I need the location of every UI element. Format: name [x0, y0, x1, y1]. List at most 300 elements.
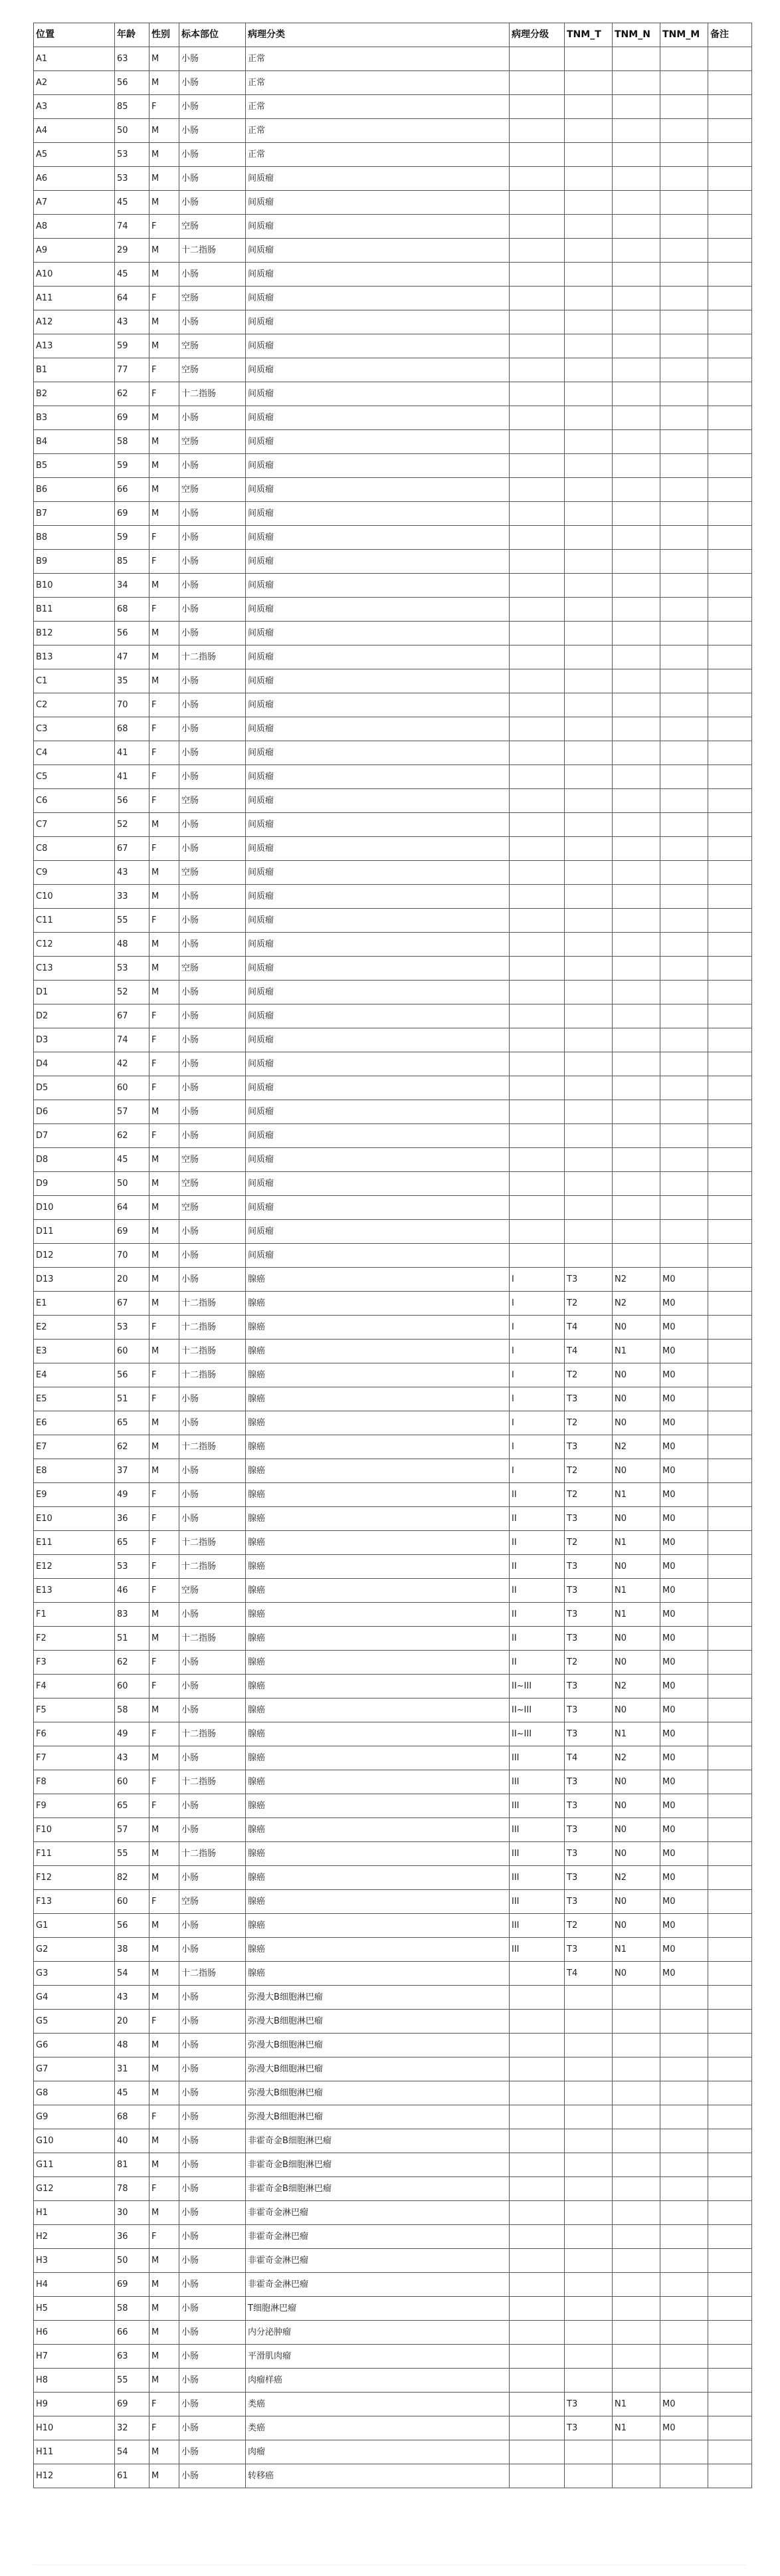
pathology-type-cell: 间质瘤: [246, 526, 510, 550]
remarks-cell: [708, 2225, 752, 2249]
location-cell: D11: [34, 1220, 115, 1244]
location-cell: C9: [34, 861, 115, 885]
pathology-grade-cell: [510, 2153, 565, 2177]
sex-cell: M: [149, 1148, 179, 1172]
tnm-n-cell: [613, 310, 660, 334]
tnm-n-cell: [613, 143, 660, 167]
tnm-m-cell: [660, 1076, 708, 1100]
specimen-site-cell: 小肠: [179, 1028, 246, 1052]
tnm-t-cell: [565, 2440, 613, 2464]
tnm-n-cell: [613, 287, 660, 310]
sex-cell: M: [149, 191, 179, 215]
header-row: [34, 23, 752, 47]
sex-cell: F: [149, 1579, 179, 1603]
table-row: [34, 1268, 752, 1292]
remarks-cell: [708, 119, 752, 143]
location-cell: G6: [34, 2034, 115, 2057]
table-row: [34, 1770, 752, 1794]
sex-cell: F: [149, 1555, 179, 1579]
tnm-m-cell: [660, 1124, 708, 1148]
tnm-n-cell: N1: [613, 1483, 660, 1507]
specimen-site-cell: 小肠: [179, 598, 246, 622]
sex-cell: F: [149, 1531, 179, 1555]
age-cell: 33: [115, 885, 149, 909]
tnm-t-cell: [565, 1076, 613, 1100]
age-cell: 59: [115, 526, 149, 550]
tnm-n-cell: [613, 1148, 660, 1172]
tnm-t-cell: [565, 2153, 613, 2177]
pathology-grade-cell: I: [510, 1268, 565, 1292]
sex-cell: M: [149, 2129, 179, 2153]
pathology-type-cell: 间质瘤: [246, 263, 510, 287]
remarks-cell: [708, 2321, 752, 2345]
location-cell: G8: [34, 2081, 115, 2105]
location-cell: F6: [34, 1722, 115, 1746]
sex-cell: M: [149, 2081, 179, 2105]
table-row: [34, 1794, 752, 1818]
tnm-t-cell: [565, 741, 613, 765]
pathology-grade-cell: II: [510, 1627, 565, 1651]
tnm-t-cell: [565, 2129, 613, 2153]
age-cell: 50: [115, 1172, 149, 1196]
sex-cell: M: [149, 119, 179, 143]
table-row: [34, 47, 752, 71]
sex-cell: M: [149, 2321, 179, 2345]
column-header-sex: 性别: [149, 23, 179, 47]
pathology-type-cell: 腺癌: [246, 1627, 510, 1651]
tnm-m-cell: [660, 2034, 708, 2057]
sex-cell: M: [149, 574, 179, 598]
tnm-n-cell: [613, 215, 660, 239]
column-header-tnm-m: TNM_M: [660, 23, 708, 47]
sex-cell: M: [149, 1340, 179, 1363]
sex-cell: M: [149, 622, 179, 645]
remarks-cell: [708, 550, 752, 574]
location-cell: A12: [34, 310, 115, 334]
tnm-m-cell: [660, 933, 708, 957]
location-cell: E4: [34, 1363, 115, 1387]
table-row: [34, 1196, 752, 1220]
location-cell: E7: [34, 1435, 115, 1459]
tnm-n-cell: N0: [613, 1770, 660, 1794]
tnm-t-cell: [565, 2105, 613, 2129]
table-row: [34, 1459, 752, 1483]
tnm-m-cell: M0: [660, 1818, 708, 1842]
pathology-grade-cell: III: [510, 1794, 565, 1818]
specimen-site-cell: 空肠: [179, 957, 246, 981]
sex-cell: M: [149, 263, 179, 287]
age-cell: 59: [115, 454, 149, 478]
tnm-t-cell: T3: [565, 1435, 613, 1459]
pathology-type-cell: 非霍奇金B细胞淋巴瘤: [246, 2129, 510, 2153]
tnm-n-cell: [613, 239, 660, 263]
pathology-type-cell: 间质瘤: [246, 981, 510, 1004]
remarks-cell: [708, 645, 752, 669]
table-row: [34, 2201, 752, 2225]
tnm-t-cell: [565, 239, 613, 263]
pathology-grade-cell: II: [510, 1483, 565, 1507]
remarks-cell: [708, 1004, 752, 1028]
table-row: [34, 1100, 752, 1124]
location-cell: C10: [34, 885, 115, 909]
tnm-t-cell: T3: [565, 1627, 613, 1651]
pathology-grade-cell: [510, 502, 565, 526]
age-cell: 48: [115, 2034, 149, 2057]
column-header-tnm-n: TNM_N: [613, 23, 660, 47]
tnm-n-cell: N1: [613, 1531, 660, 1555]
specimen-site-cell: 小肠: [179, 2129, 246, 2153]
remarks-cell: [708, 1555, 752, 1579]
tnm-t-cell: T3: [565, 1866, 613, 1890]
specimen-site-cell: 小肠: [179, 2034, 246, 2057]
tnm-n-cell: [613, 622, 660, 645]
pathology-grade-cell: [510, 1100, 565, 1124]
remarks-cell: [708, 885, 752, 909]
pathology-type-cell: 正常: [246, 47, 510, 71]
table-row: [34, 1148, 752, 1172]
pathology-type-cell: 间质瘤: [246, 789, 510, 813]
pathology-grade-cell: [510, 645, 565, 669]
table-row: [34, 1938, 752, 1962]
tnm-t-cell: T3: [565, 1603, 613, 1627]
pathology-type-cell: 间质瘤: [246, 358, 510, 382]
tnm-m-cell: [660, 1220, 708, 1244]
location-cell: C1: [34, 669, 115, 693]
table-row: [34, 1842, 752, 1866]
sex-cell: F: [149, 1004, 179, 1028]
age-cell: 66: [115, 2321, 149, 2345]
tnm-n-cell: N0: [613, 1890, 660, 1914]
table-row: [34, 622, 752, 645]
specimen-site-cell: 空肠: [179, 1172, 246, 1196]
location-cell: A1: [34, 47, 115, 71]
tnm-t-cell: T3: [565, 1268, 613, 1292]
location-cell: H8: [34, 2369, 115, 2393]
location-cell: C7: [34, 813, 115, 837]
remarks-cell: [708, 1268, 752, 1292]
remarks-cell: [708, 1603, 752, 1627]
age-cell: 70: [115, 1244, 149, 1268]
pathology-grade-cell: [510, 406, 565, 430]
tnm-m-cell: M0: [660, 1316, 708, 1340]
sex-cell: M: [149, 2297, 179, 2321]
sex-cell: M: [149, 167, 179, 191]
pathology-grade-cell: II~III: [510, 1675, 565, 1698]
column-header-location: 位置: [34, 23, 115, 47]
pathology-type-cell: 腺癌: [246, 1459, 510, 1483]
remarks-cell: [708, 2129, 752, 2153]
tnm-t-cell: [565, 717, 613, 741]
tnm-n-cell: N0: [613, 1411, 660, 1435]
pathology-type-cell: 间质瘤: [246, 430, 510, 454]
table-row: [34, 2464, 752, 2488]
tnm-m-cell: [660, 454, 708, 478]
table-row: [34, 1387, 752, 1411]
table-row: [34, 119, 752, 143]
age-cell: 42: [115, 1052, 149, 1076]
specimen-site-cell: 小肠: [179, 1603, 246, 1627]
tnm-n-cell: N1: [613, 1340, 660, 1363]
tnm-n-cell: N2: [613, 1435, 660, 1459]
pathology-grade-cell: I: [510, 1340, 565, 1363]
pathology-type-cell: 腺癌: [246, 1698, 510, 1722]
age-cell: 54: [115, 2440, 149, 2464]
tnm-t-cell: T3: [565, 1890, 613, 1914]
age-cell: 56: [115, 789, 149, 813]
tnm-m-cell: M0: [660, 2393, 708, 2416]
sex-cell: F: [149, 1387, 179, 1411]
remarks-cell: [708, 2105, 752, 2129]
sex-cell: F: [149, 837, 179, 861]
sex-cell: M: [149, 1746, 179, 1770]
remarks-cell: [708, 1292, 752, 1316]
sex-cell: F: [149, 2393, 179, 2416]
specimen-site-cell: 小肠: [179, 909, 246, 933]
pathology-grade-cell: [510, 909, 565, 933]
location-cell: A7: [34, 191, 115, 215]
tnm-m-cell: M0: [660, 1483, 708, 1507]
tnm-t-cell: [565, 861, 613, 885]
pathology-grade-cell: [510, 2177, 565, 2201]
pathology-grade-cell: [510, 2249, 565, 2273]
pathology-type-cell: 间质瘤: [246, 334, 510, 358]
pathology-type-cell: 腺癌: [246, 1746, 510, 1770]
remarks-cell: [708, 1746, 752, 1770]
tnm-n-cell: [613, 430, 660, 454]
tnm-m-cell: [660, 95, 708, 119]
pathology-grade-cell: [510, 358, 565, 382]
pathology-type-cell: 间质瘤: [246, 478, 510, 502]
tnm-m-cell: [660, 2321, 708, 2345]
sex-cell: M: [149, 1603, 179, 1627]
location-cell: C8: [34, 837, 115, 861]
tnm-m-cell: M0: [660, 1722, 708, 1746]
tnm-t-cell: [565, 933, 613, 957]
pathology-type-cell: 间质瘤: [246, 693, 510, 717]
age-cell: 63: [115, 2345, 149, 2369]
age-cell: 61: [115, 2464, 149, 2488]
sex-cell: M: [149, 669, 179, 693]
tnm-m-cell: [660, 2464, 708, 2488]
sex-cell: F: [149, 789, 179, 813]
age-cell: 68: [115, 598, 149, 622]
age-cell: 85: [115, 95, 149, 119]
sex-cell: M: [149, 2440, 179, 2464]
remarks-cell: [708, 382, 752, 406]
sex-cell: M: [149, 1196, 179, 1220]
pathology-grade-cell: III: [510, 1890, 565, 1914]
age-cell: 68: [115, 2105, 149, 2129]
tnm-m-cell: M0: [660, 1651, 708, 1675]
age-cell: 70: [115, 693, 149, 717]
tnm-m-cell: [660, 167, 708, 191]
specimen-site-cell: 十二指肠: [179, 1316, 246, 1340]
location-cell: E5: [34, 1387, 115, 1411]
age-cell: 43: [115, 1746, 149, 1770]
specimen-site-cell: 小肠: [179, 2177, 246, 2201]
tnm-t-cell: [565, 2034, 613, 2057]
remarks-cell: [708, 837, 752, 861]
tnm-n-cell: [613, 813, 660, 837]
sex-cell: M: [149, 143, 179, 167]
pathology-grade-cell: [510, 669, 565, 693]
tnm-n-cell: N2: [613, 1675, 660, 1698]
tnm-n-cell: N0: [613, 1794, 660, 1818]
specimen-site-cell: 小肠: [179, 1986, 246, 2010]
tnm-t-cell: [565, 2464, 613, 2488]
tnm-m-cell: [660, 430, 708, 454]
pathology-type-cell: 正常: [246, 119, 510, 143]
tnm-n-cell: [613, 1986, 660, 2010]
tnm-t-cell: [565, 2177, 613, 2201]
table-row: [34, 1124, 752, 1148]
age-cell: 51: [115, 1387, 149, 1411]
pathology-type-cell: 腺癌: [246, 1411, 510, 1435]
pathology-grade-cell: III: [510, 1818, 565, 1842]
specimen-site-cell: 空肠: [179, 287, 246, 310]
tnm-m-cell: [660, 2273, 708, 2297]
age-cell: 68: [115, 717, 149, 741]
pathology-type-cell: 间质瘤: [246, 813, 510, 837]
sex-cell: M: [149, 71, 179, 95]
pathology-type-cell: 间质瘤: [246, 669, 510, 693]
specimen-site-cell: 空肠: [179, 430, 246, 454]
location-cell: H3: [34, 2249, 115, 2273]
remarks-cell: [708, 933, 752, 957]
specimen-site-cell: 小肠: [179, 2273, 246, 2297]
tnm-t-cell: [565, 502, 613, 526]
remarks-cell: [708, 1316, 752, 1340]
tnm-m-cell: M0: [660, 1914, 708, 1938]
tnm-m-cell: [660, 1100, 708, 1124]
location-cell: D2: [34, 1004, 115, 1028]
pathology-grade-cell: [510, 789, 565, 813]
remarks-cell: [708, 2273, 752, 2297]
pathology-type-cell: 腺癌: [246, 1794, 510, 1818]
pathology-type-cell: 间质瘤: [246, 861, 510, 885]
tnm-t-cell: [565, 71, 613, 95]
sex-cell: F: [149, 2177, 179, 2201]
age-cell: 45: [115, 263, 149, 287]
tnm-m-cell: [660, 693, 708, 717]
location-cell: H6: [34, 2321, 115, 2345]
tnm-m-cell: [660, 645, 708, 669]
specimen-site-cell: 小肠: [179, 2201, 246, 2225]
tnm-n-cell: [613, 119, 660, 143]
remarks-cell: [708, 1483, 752, 1507]
location-cell: H4: [34, 2273, 115, 2297]
pathology-type-cell: 腺癌: [246, 1435, 510, 1459]
tnm-t-cell: [565, 1052, 613, 1076]
table-row: [34, 1531, 752, 1555]
sex-cell: F: [149, 1794, 179, 1818]
table-row: [34, 1914, 752, 1938]
sex-cell: M: [149, 1100, 179, 1124]
tnm-t-cell: [565, 2201, 613, 2225]
tnm-t-cell: T2: [565, 1292, 613, 1316]
pathology-type-cell: 平滑肌肉瘤: [246, 2345, 510, 2369]
tnm-m-cell: [660, 957, 708, 981]
location-cell: A9: [34, 239, 115, 263]
tnm-m-cell: M0: [660, 1842, 708, 1866]
specimen-site-cell: 小肠: [179, 2297, 246, 2321]
pathology-type-cell: 腺癌: [246, 1722, 510, 1746]
remarks-cell: [708, 2345, 752, 2369]
location-cell: A11: [34, 287, 115, 310]
age-cell: 67: [115, 1004, 149, 1028]
age-cell: 62: [115, 1124, 149, 1148]
tnm-t-cell: [565, 1028, 613, 1052]
pathology-grade-cell: I: [510, 1435, 565, 1459]
specimen-site-cell: 小肠: [179, 1914, 246, 1938]
tnm-m-cell: M0: [660, 1962, 708, 1986]
tnm-n-cell: [613, 741, 660, 765]
tnm-m-cell: [660, 2345, 708, 2369]
table-row: [34, 2225, 752, 2249]
pathology-grade-cell: [510, 215, 565, 239]
remarks-cell: [708, 957, 752, 981]
pathology-type-cell: 间质瘤: [246, 957, 510, 981]
pathology-grade-cell: [510, 2369, 565, 2393]
tnm-n-cell: [613, 2129, 660, 2153]
table-row: [34, 215, 752, 239]
location-cell: D6: [34, 1100, 115, 1124]
remarks-cell: [708, 1698, 752, 1722]
tnm-n-cell: [613, 2201, 660, 2225]
sex-cell: M: [149, 430, 179, 454]
sex-cell: M: [149, 2249, 179, 2273]
sex-cell: M: [149, 1220, 179, 1244]
table-row: [34, 1028, 752, 1052]
tnm-n-cell: N1: [613, 2393, 660, 2416]
tnm-t-cell: [565, 1220, 613, 1244]
tnm-t-cell: T4: [565, 1746, 613, 1770]
sex-cell: M: [149, 981, 179, 1004]
tnm-m-cell: [660, 310, 708, 334]
location-cell: G10: [34, 2129, 115, 2153]
table-row: [34, 1052, 752, 1076]
table-row: [34, 430, 752, 454]
tnm-m-cell: [660, 2225, 708, 2249]
tnm-t-cell: [565, 2225, 613, 2249]
tnm-m-cell: M0: [660, 1770, 708, 1794]
remarks-cell: [708, 287, 752, 310]
table-row: [34, 669, 752, 693]
pathology-type-cell: 间质瘤: [246, 622, 510, 645]
age-cell: 53: [115, 1555, 149, 1579]
table-row: [34, 861, 752, 885]
table-row: [34, 1316, 752, 1340]
sex-cell: M: [149, 1411, 179, 1435]
location-cell: E12: [34, 1555, 115, 1579]
pathology-type-cell: 间质瘤: [246, 574, 510, 598]
location-cell: F13: [34, 1890, 115, 1914]
location-cell: G1: [34, 1914, 115, 1938]
table-row: [34, 550, 752, 574]
tnm-n-cell: [613, 71, 660, 95]
age-cell: 56: [115, 622, 149, 645]
location-cell: E2: [34, 1316, 115, 1340]
pathology-grade-cell: II~III: [510, 1698, 565, 1722]
pathology-grade-cell: I: [510, 1387, 565, 1411]
tnm-n-cell: N2: [613, 1866, 660, 1890]
specimen-site-cell: 十二指肠: [179, 1770, 246, 1794]
specimen-site-cell: 小肠: [179, 1459, 246, 1483]
age-cell: 36: [115, 2225, 149, 2249]
pathology-grade-cell: [510, 574, 565, 598]
column-header-specimen-site: 标本部位: [179, 23, 246, 47]
sex-cell: M: [149, 1268, 179, 1292]
